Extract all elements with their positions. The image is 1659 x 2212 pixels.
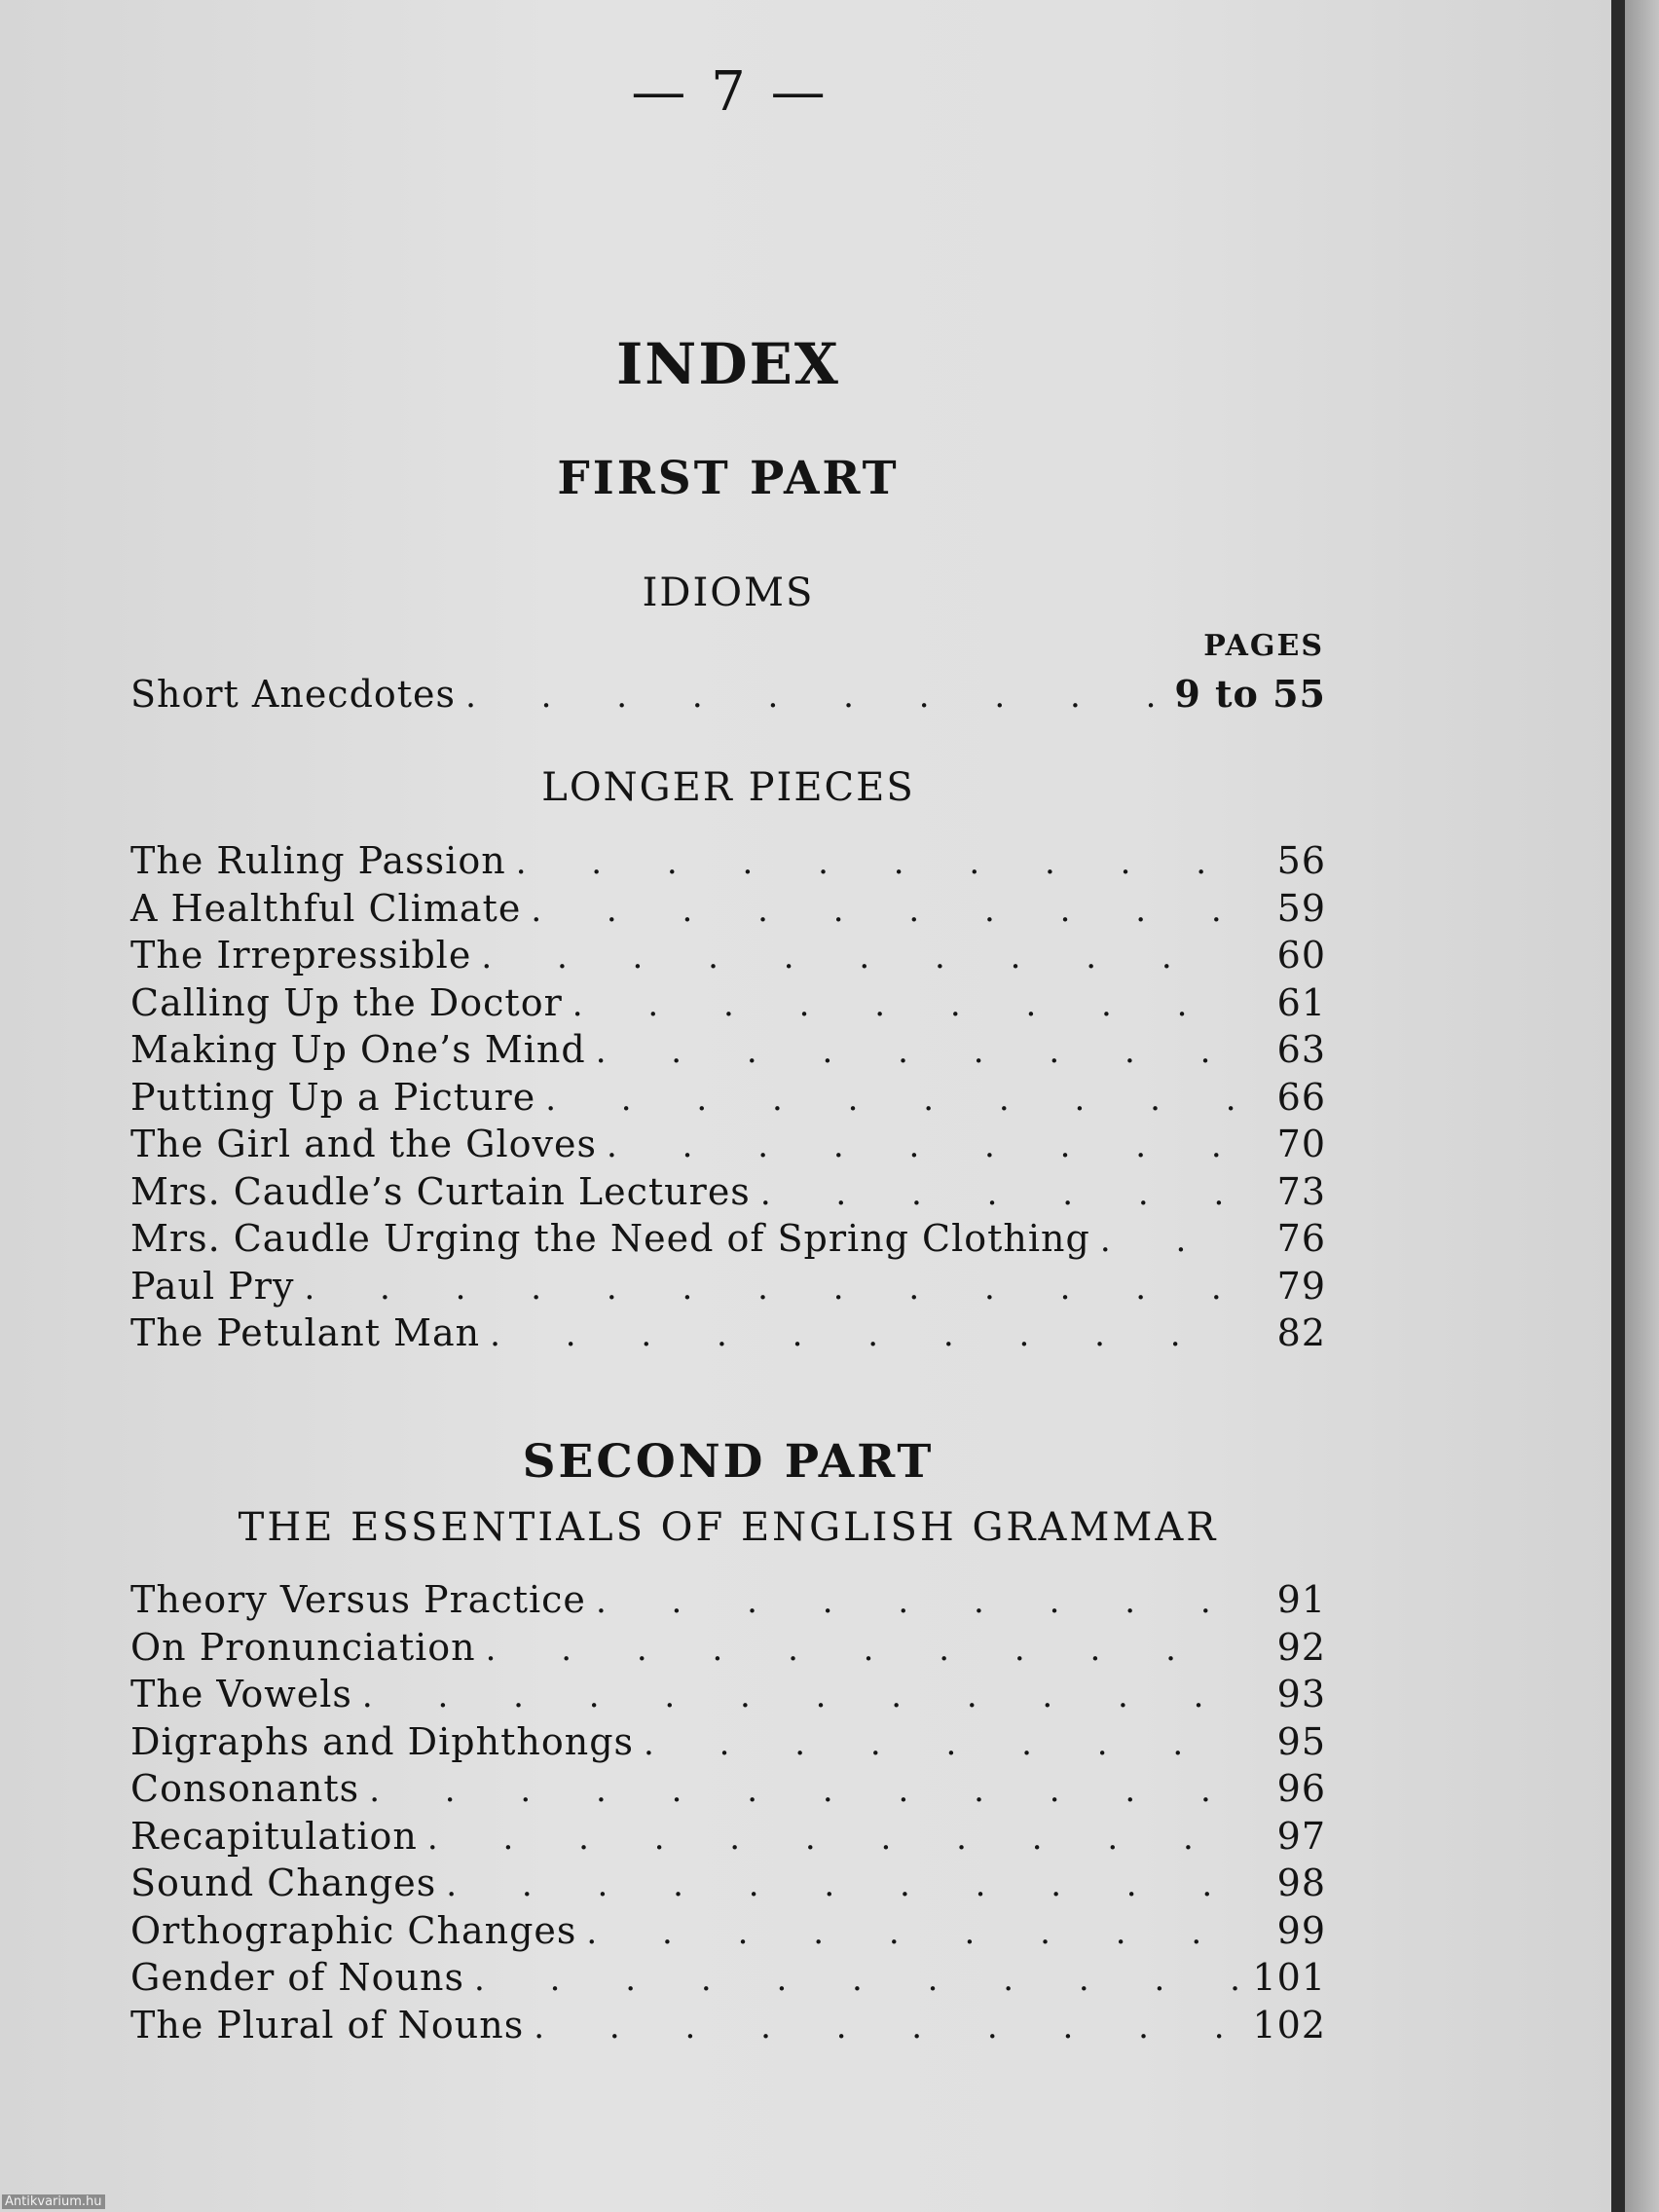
toc-entry-title: Orthographic Changes — [130, 1908, 577, 1952]
grammar-list — [130, 1578, 1326, 2050]
toc-entry — [130, 981, 1326, 1029]
page-edge — [1625, 0, 1659, 2212]
toc-entry-title: Sound Changes — [130, 1862, 437, 1904]
toc-entry-title: Calling Up the Doctor — [130, 980, 563, 1024]
leader-dots — [644, 1724, 1238, 1763]
idioms-heading: IDIOMS — [642, 571, 815, 615]
toc-entry-title: Paul Pry — [130, 1264, 295, 1308]
longer-pieces-list — [130, 839, 1326, 1359]
toc-entry-title: Short Anecdotes — [130, 673, 457, 716]
toc-entry — [130, 1673, 1326, 1720]
toc-entry-pages: 79 — [1276, 1264, 1326, 1308]
toc-entry-pages: 101 — [1252, 1956, 1326, 1999]
toc-entry-pages: 97 — [1276, 1814, 1326, 1858]
toc-entry — [130, 887, 1326, 935]
toc-entry-title: Making Up One’s Mind — [130, 1028, 586, 1071]
toc-entry-title: The Plural of Nouns — [130, 2003, 525, 2046]
toc-entry — [130, 1123, 1326, 1170]
leader-dots — [596, 1582, 1238, 1621]
toc-entry-title: Mrs. Caudle’s Curtain Lectures — [130, 1169, 751, 1213]
toc-entry-pages: 56 — [1276, 839, 1326, 882]
toc-entry — [130, 1720, 1326, 1768]
leader-dots — [596, 1032, 1238, 1071]
toc-entry-pages: 98 — [1276, 1862, 1326, 1904]
toc-entry-pages: 63 — [1276, 1028, 1326, 1071]
toc-entry — [130, 1909, 1326, 1957]
toc-entry-pages: 73 — [1276, 1169, 1326, 1213]
watermark: Antikvarium.hu — [2, 2194, 105, 2209]
toc-entry-pages: 61 — [1276, 980, 1326, 1024]
toc-entry-pages: 70 — [1276, 1123, 1326, 1165]
toc-entry-title: The Vowels — [130, 1673, 352, 1715]
toc-entry — [130, 1862, 1326, 1909]
leader-dots — [427, 1819, 1238, 1858]
leader-dots — [760, 1174, 1238, 1213]
pages-column-label: PAGES — [1203, 629, 1324, 663]
toc-entry-title: Recapitulation — [130, 1814, 418, 1858]
leader-dots — [531, 891, 1238, 930]
leader-dots — [516, 843, 1238, 882]
toc-entry — [130, 1170, 1326, 1218]
toc-entry-title: The Girl and the Gloves — [130, 1123, 597, 1165]
toc-entry-pages: 60 — [1276, 934, 1326, 977]
toc-entry — [130, 1217, 1326, 1265]
toc-entry-pages: 92 — [1276, 1625, 1326, 1669]
leader-dots — [586, 1913, 1238, 1952]
toc-entry — [130, 1311, 1326, 1359]
toc-entry-title: Theory Versus Practice — [130, 1578, 586, 1621]
leader-dots — [607, 1126, 1238, 1165]
first-part-heading: FIRST PART — [557, 452, 900, 505]
toc-entry — [130, 1028, 1326, 1076]
leader-dots — [304, 1269, 1238, 1308]
toc-entry-pages: 9 to 55 — [1174, 672, 1326, 716]
toc-entry-title: Mrs. Caudle Urging the Need of Spring Clothing — [130, 1217, 1090, 1260]
toc-entry-title: The Ruling Passion — [130, 839, 506, 882]
leader-dots — [446, 1865, 1238, 1904]
leader-dots — [572, 985, 1238, 1024]
leader-dots — [545, 1080, 1238, 1119]
toc-entry — [130, 1767, 1326, 1815]
toc-entry — [130, 672, 1326, 719]
book-spine — [1611, 0, 1625, 2212]
toc-entry-title: The Petulant Man — [130, 1311, 481, 1354]
page-number: — 7 — — [631, 60, 830, 124]
toc-entry-pages: 59 — [1276, 886, 1326, 930]
toc-entry — [130, 1815, 1326, 1862]
second-part-subtitle: THE ESSENTIALS OF ENGLISH GRAMMAR — [238, 1505, 1219, 1550]
toc-entry-title: Consonants — [130, 1767, 360, 1810]
toc-entry-pages: 99 — [1276, 1908, 1326, 1952]
leader-dots — [1100, 1221, 1238, 1260]
toc-entry-pages: 76 — [1276, 1217, 1326, 1260]
leader-dots — [534, 2008, 1238, 2046]
toc-entry-pages: 91 — [1276, 1578, 1326, 1621]
second-part-heading: SECOND PART — [522, 1435, 935, 1489]
leader-dots — [369, 1771, 1238, 1810]
idioms-list — [130, 672, 1326, 719]
toc-entry — [130, 1578, 1326, 1626]
toc-entry — [130, 1265, 1326, 1312]
leader-dots — [481, 938, 1238, 977]
index-title: INDEX — [616, 331, 840, 397]
leader-dots — [362, 1677, 1238, 1715]
toc-entry — [130, 2004, 1326, 2051]
toc-entry-pages: 93 — [1276, 1673, 1326, 1715]
leader-dots — [474, 1960, 1238, 1999]
toc-entry-pages: 66 — [1276, 1075, 1326, 1119]
toc-entry-title: A Healthful Climate — [130, 886, 522, 930]
leader-dots — [490, 1315, 1238, 1354]
toc-entry-title: On Pronunciation — [130, 1625, 476, 1669]
leader-dots — [486, 1630, 1238, 1669]
toc-entry — [130, 1626, 1326, 1674]
toc-entry-pages: 95 — [1276, 1719, 1326, 1763]
toc-entry-title: Putting Up a Picture — [130, 1075, 536, 1119]
toc-entry-title: Gender of Nouns — [130, 1956, 464, 1999]
toc-entry-title: The Irrepressible — [130, 934, 472, 977]
toc-entry — [130, 1076, 1326, 1124]
toc-entry — [130, 934, 1326, 981]
toc-entry — [130, 839, 1326, 887]
toc-entry-pages: 96 — [1276, 1767, 1326, 1810]
toc-entry-pages: 82 — [1276, 1311, 1326, 1354]
toc-entry-pages: 102 — [1252, 2003, 1326, 2046]
toc-entry-title: Digraphs and Diphthongs — [130, 1719, 635, 1763]
leader-dots — [465, 677, 1164, 716]
longer-pieces-heading: LONGER PIECES — [541, 765, 915, 810]
toc-entry — [130, 1956, 1326, 2004]
